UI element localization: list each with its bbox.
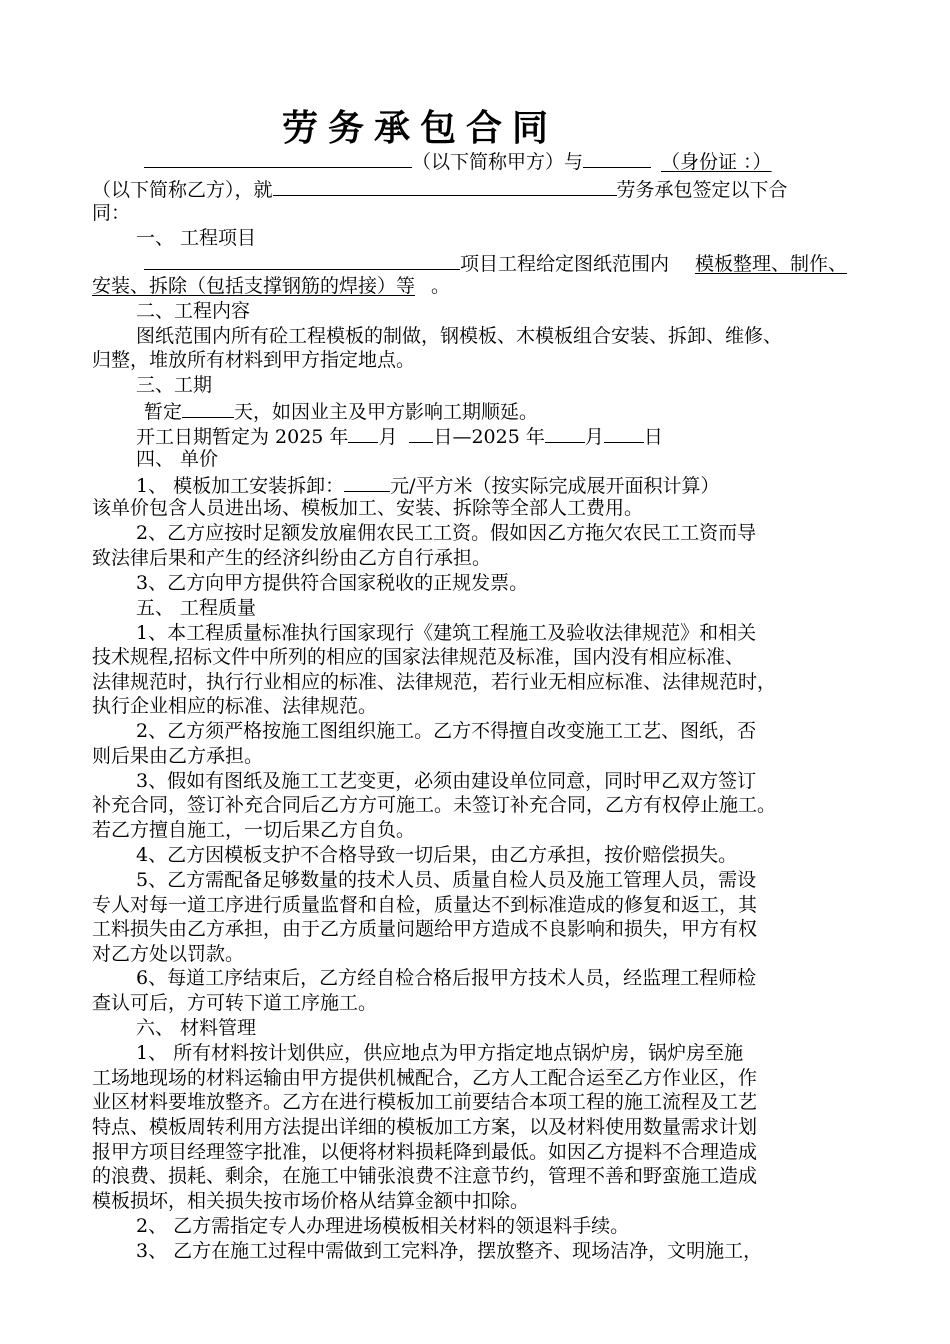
paragraph-line: 工场地现场的材料运输由甲方提供机械配合，乙方人工配合运至乙方作业区，作 (92, 1067, 758, 1089)
section-heading-duration: 三、工期 (136, 374, 213, 396)
paragraph-line: 1、本工程质量标准执行国家现行《建筑工程施工及验收法律规范》和相关 (136, 622, 757, 644)
paragraph-line: 3、乙方向甲方提供符合国家税收的正规发票。 (136, 572, 529, 594)
blank-project-name[interactable] (273, 176, 617, 196)
blank-end-month[interactable] (545, 423, 585, 443)
text-segment: （以下简称乙方），就 (92, 179, 273, 201)
blank-party-b[interactable] (583, 148, 651, 168)
paragraph-line: 1、 所有材料按计划供应，供应地点为甲方指定地点锅炉房，锅炉房至施 (136, 1042, 744, 1064)
start-date-line (92, 423, 936, 447)
paragraph-line: 技术规程,招标文件中所列的相应的国家法律规范及标准，国内没有相应标准、 (92, 646, 745, 668)
paragraph-line: 图纸范围内所有砼工程模板的制做，钢模板、木模板组合安装、拆卸、维修、 (136, 325, 783, 347)
paragraph-line: 2、 乙方需指定专人办理进场模板相关材料的领退料手续。 (136, 1215, 630, 1237)
project-scope-line (92, 250, 892, 274)
blank-party-a[interactable] (144, 148, 412, 168)
blank-project[interactable] (144, 250, 460, 270)
section-heading-content: 二、工程内容 (136, 300, 251, 322)
section-heading-materials: 六、 材料管理 (136, 1017, 257, 1039)
unit-price-line (92, 472, 936, 496)
paragraph-line: 对乙方处以罚款。 (92, 943, 245, 965)
paragraph-line: 3、 乙方在施工过程中需做到工完料净，摆放整齐、现场洁净，文明施工， (136, 1240, 763, 1262)
paragraph-line: 业区材料要堆放整齐。乙方在进行模板加工前要结合本项工程的施工流程及工艺 (92, 1091, 758, 1113)
scope-underlined: 模板整理、制作、 (695, 253, 848, 275)
text-segment: 元/平方米（按实际完成展开面积计算） (390, 475, 720, 497)
paragraph-line: 报甲方项目经理签字批准，以便将材料损耗降到最低。如因乙方提料不合理造成 (92, 1141, 758, 1163)
text-segment: 日—2025 年 (433, 426, 545, 448)
text-segment: 1、 模板加工安装拆卸： (136, 475, 345, 497)
blank-end-day[interactable] (604, 423, 644, 443)
project-scope-line-2 (92, 274, 892, 298)
paragraph-line: 工料损失由乙方承担，由于乙方质量问题给甲方造成不良影响和损失，甲方有权 (92, 918, 758, 940)
blank-month[interactable] (348, 423, 378, 443)
paragraph-line: 若乙方擅自施工，一切后果乙方自负。 (92, 819, 416, 841)
paragraph-line: 的浪费、损耗、剩余，在施工中铺张浪费不注意节约，管理不善和野蛮施工造成 (92, 1165, 758, 1187)
paragraph-line: 补充合同，签订补充合同后乙方方可施工。未签订补充合同，乙方有权停止施工。 (92, 794, 777, 816)
party-line-2 (92, 176, 892, 200)
paragraph-line: 致法律后果和产生的经济纠纷由乙方自行承担。 (92, 547, 492, 569)
section-heading-price: 四、 单价 (136, 448, 219, 470)
paragraph-line: 2、乙方应按时足额发放雇佣农民工工资。假如因乙方拖欠农民工工资而导 (136, 522, 757, 544)
blank-day[interactable] (409, 423, 433, 443)
paragraph-line: 该单价包含人员进出场、模板加工、安装、拆除等全部人工费用。 (92, 497, 644, 519)
paragraph-line: 专人对每一道工序进行质量监督和自检，质量达不到标准造成的修复和返工，其 (92, 894, 758, 916)
page-title: 劳务承包合同 (281, 107, 558, 149)
text-segment: 暂定 (144, 401, 183, 423)
scope-underlined: 安装、拆除（包括支撑钢筋的焊接）等 (92, 275, 416, 297)
text-segment: 项目工程给定图纸范围内 (460, 253, 670, 275)
blank-unit-price[interactable] (344, 472, 390, 492)
paragraph-line: 6、每道工序结束后，乙方经自检合格后报甲方技术人员，经监理工程师检 (136, 967, 757, 989)
section-heading-project: 一、 工程项目 (136, 227, 257, 249)
paragraph-line: 执行企业相应的标准、法律规范。 (92, 695, 378, 717)
text-segment: 。 (431, 275, 451, 297)
paragraph-line: 查认可后，方可转下道工序施工。 (92, 992, 378, 1014)
paragraph-line: 同： (92, 202, 131, 224)
text-segment: 劳务承包签定以下合 (616, 179, 788, 201)
paragraph-line: 4、乙方因模板支护不合格导致一切后果，由乙方承担，按价赔偿损失。 (136, 844, 738, 866)
paragraph-line: 5、乙方需配备足够数量的技术人员、质量自检人员及施工管理人员，需设 (136, 869, 757, 891)
paragraph-line: 归整，堆放所有材料到甲方指定地点。 (92, 349, 416, 371)
text-segment: （以下简称甲方）与 (412, 151, 584, 173)
text-segment: 月 (584, 426, 604, 448)
text-segment: 天，如因业主及甲方影响工期顺延。 (234, 401, 539, 423)
paragraph-line: 法律规范时，执行行业相应的标准、法律规范，若行业无相应标准、法律规范时， (92, 671, 777, 693)
text-segment: 日 (643, 426, 663, 448)
paragraph-line: 2、乙方须严格按施工图组织施工。乙方不得擅自改变施工工艺、图纸，否 (136, 720, 757, 742)
section-heading-quality: 五、 工程质量 (136, 597, 257, 619)
paragraph-line: 则后果由乙方承担。 (92, 745, 264, 767)
text-segment: 月 (378, 426, 398, 448)
paragraph-line: 特点、模板周转利用方法提出详细的模板加工方案，以及材料使用数量需求计划 (92, 1116, 758, 1138)
blank-days[interactable] (182, 398, 234, 418)
duration-line (92, 398, 944, 422)
id-card-field: （身份证 ：） (661, 151, 772, 173)
paragraph-line: 3、假如有图纸及施工工艺变更，必须由建设单位同意，同时甲乙双方签订 (136, 770, 757, 792)
paragraph-line: 模板损坏，相关损失按市场价格从结算金额中扣除。 (92, 1190, 530, 1212)
party-line-1 (92, 148, 892, 172)
text-segment: 开工日期暂定为 2025 年 (136, 426, 349, 448)
